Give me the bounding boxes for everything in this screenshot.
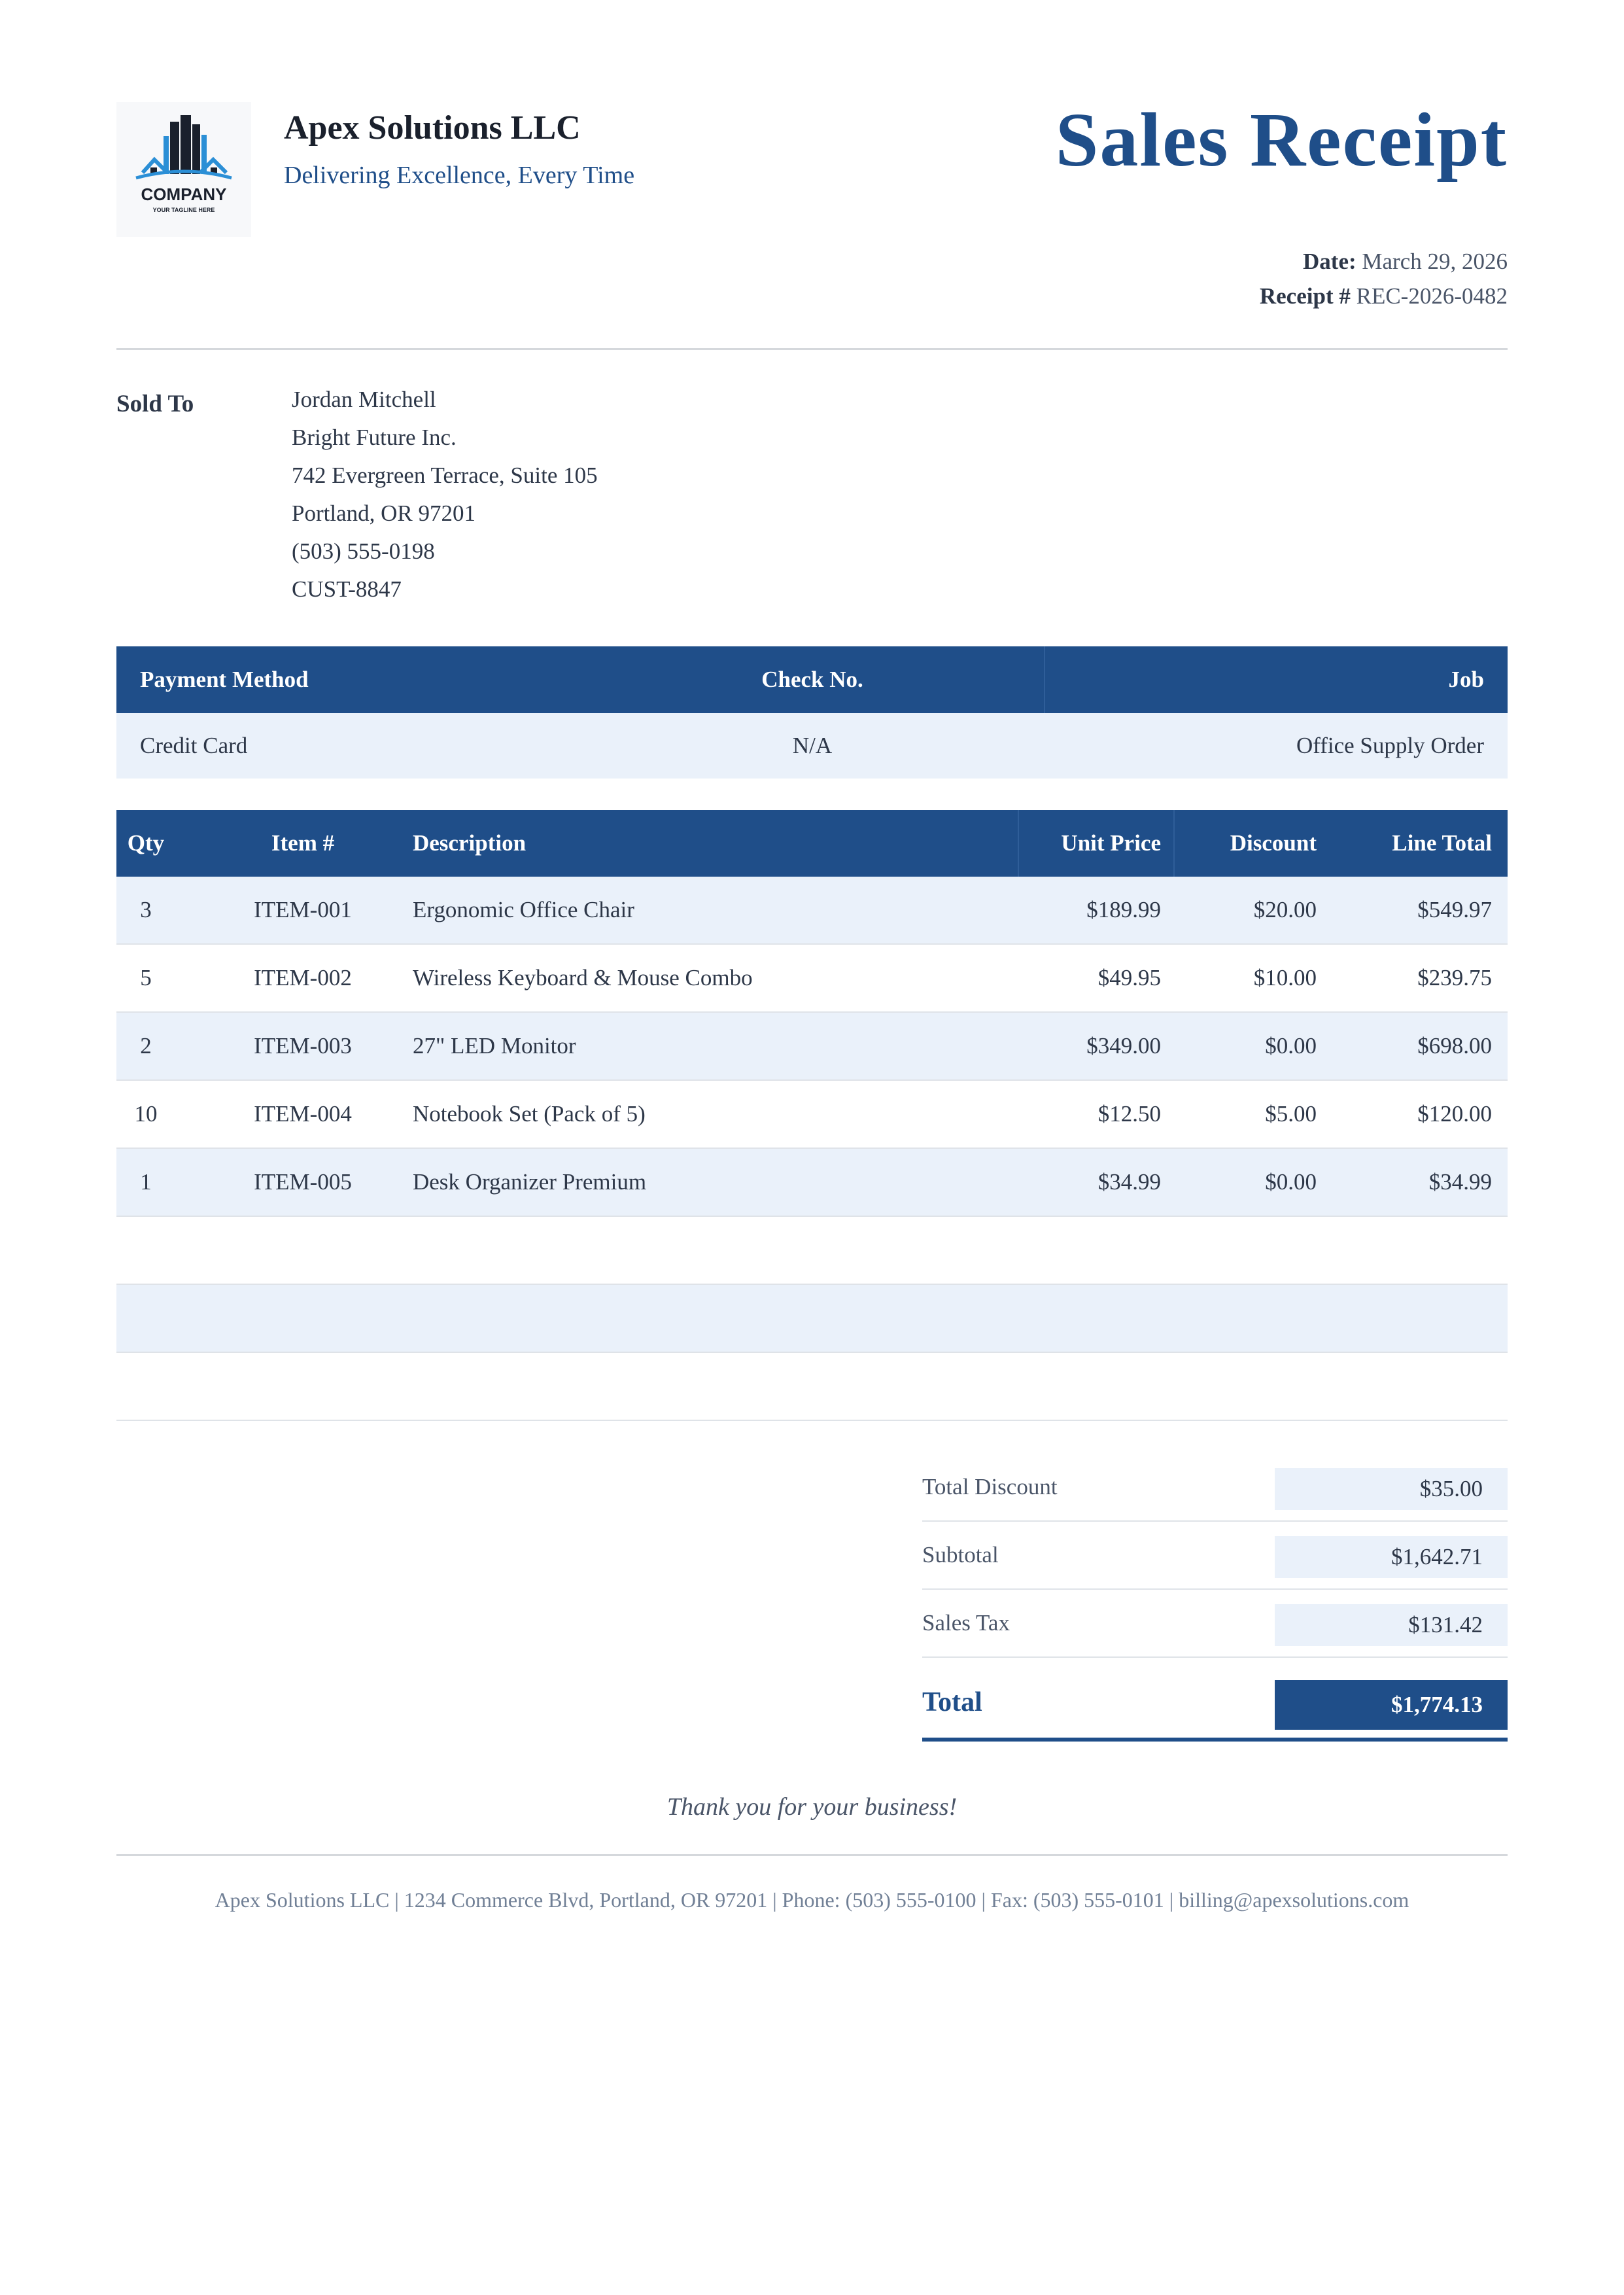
table-row (116, 877, 1508, 945)
subtotal-row (922, 1522, 1508, 1590)
table-row (116, 1013, 1508, 1081)
payment-method-value: Credit Card (140, 733, 248, 758)
description-cell: Desk Organizer Premium (413, 1169, 647, 1195)
customer-company: Bright Future Inc. (292, 425, 457, 450)
description-cell: Wireless Keyboard & Mouse Combo (413, 965, 753, 990)
receipt-number-value: REC-2026-0482 (1356, 283, 1508, 309)
check-no-value: N/A (792, 733, 833, 758)
empty-table-row (116, 1217, 1508, 1285)
item-number-header: Item # (271, 830, 335, 856)
line-total-cell: $239.75 (1417, 965, 1492, 990)
discount-cell: $5.00 (1265, 1101, 1317, 1127)
discount-cell: $20.00 (1253, 897, 1317, 922)
sales-tax-label: Sales Tax (922, 1610, 1010, 1636)
receipt-date (1303, 249, 1508, 275)
line-total-cell: $120.00 (1417, 1101, 1492, 1127)
qty-cell: 2 (140, 1033, 152, 1059)
unit-price-cell: $49.95 (1097, 965, 1161, 990)
description-cell: Notebook Set (Pack of 5) (413, 1101, 646, 1127)
date-value: March 29, 2026 (1362, 249, 1508, 274)
item-number-cell: ITEM-005 (254, 1169, 352, 1195)
company-logo (116, 102, 251, 237)
subtotal-value: $1,642.71 (1275, 1536, 1508, 1578)
table-row (116, 1149, 1508, 1217)
unit-price-cell: $349.00 (1086, 1033, 1161, 1059)
column-divider (1173, 810, 1175, 877)
unit-price-cell: $34.99 (1097, 1169, 1161, 1195)
customer-street: 742 Evergreen Terrace, Suite 105 (292, 463, 598, 488)
document-title: Sales Receipt (1055, 97, 1508, 183)
qty-cell: 10 (134, 1101, 158, 1127)
payment-table-header (116, 646, 1508, 713)
date-label: Date: (1303, 249, 1356, 274)
subtotal-label: Subtotal (922, 1542, 999, 1568)
svg-text:YOUR TAGLINE HERE: YOUR TAGLINE HERE (152, 207, 215, 213)
qty-cell: 1 (140, 1169, 152, 1195)
customer-name: Jordan Mitchell (292, 387, 436, 412)
description-header: Description (413, 830, 527, 856)
svg-text:COMPANY: COMPANY (141, 184, 227, 204)
discount-header: Discount (1230, 830, 1317, 856)
description-cell: Ergonomic Office Chair (413, 897, 634, 922)
sold-to-address (292, 381, 598, 608)
qty-header: Qty (127, 830, 165, 856)
line-total-cell: $34.99 (1428, 1169, 1492, 1195)
sold-to-label: Sold To (116, 391, 194, 417)
discount-cell: $0.00 (1265, 1169, 1317, 1195)
empty-table-row (116, 1285, 1508, 1353)
receipt-number (1260, 283, 1508, 309)
items-table-header (116, 810, 1508, 877)
check-no-header: Check No. (761, 667, 863, 692)
line-total-header: Line Total (1392, 830, 1492, 856)
unit-price-cell: $12.50 (1097, 1101, 1161, 1127)
footer-divider (116, 1854, 1508, 1856)
sales-tax-value: $131.42 (1275, 1604, 1508, 1646)
sales-tax-row (922, 1590, 1508, 1658)
company-name: Apex Solutions LLC (284, 109, 581, 147)
customer-phone: (503) 555-0198 (292, 538, 435, 564)
description-cell: 27" LED Monitor (413, 1033, 576, 1059)
column-divider (1018, 810, 1019, 877)
receipt-number-label: Receipt # (1259, 283, 1351, 309)
thank-you-note: Thank you for your business! (666, 1793, 958, 1821)
payment-table-row (116, 713, 1508, 779)
total-discount-value: $35.00 (1275, 1468, 1508, 1510)
empty-table-row (116, 1353, 1508, 1421)
job-header: Job (1448, 667, 1484, 692)
item-number-cell: ITEM-001 (254, 897, 352, 922)
table-row (116, 1081, 1508, 1149)
grand-total-row (922, 1670, 1508, 1742)
column-divider (1044, 646, 1045, 713)
item-number-cell: ITEM-004 (254, 1101, 352, 1127)
customer-city: Portland, OR 97201 (292, 500, 475, 526)
total-discount-label: Total Discount (922, 1474, 1058, 1499)
item-number-cell: ITEM-003 (254, 1033, 352, 1059)
job-value: Office Supply Order (1296, 733, 1484, 758)
discount-cell: $10.00 (1253, 965, 1317, 990)
company-tagline: Delivering Excellence, Every Time (284, 162, 635, 189)
company-building-logo-icon (116, 102, 251, 237)
qty-cell: 5 (140, 965, 152, 990)
qty-cell: 3 (140, 897, 152, 922)
item-number-cell: ITEM-002 (254, 965, 352, 990)
line-total-cell: $698.00 (1417, 1033, 1492, 1059)
payment-method-header: Payment Method (140, 667, 309, 692)
receipt-page (116, 0, 1508, 2295)
header-divider (116, 348, 1508, 350)
total-discount-row (922, 1454, 1508, 1522)
line-total-cell: $549.97 (1417, 897, 1492, 922)
total-label: Total (922, 1687, 982, 1717)
table-row (116, 945, 1508, 1013)
customer-id: CUST-8847 (292, 576, 402, 602)
unit-price-header: Unit Price (1061, 830, 1161, 856)
footer-contact: Apex Solutions LLC | 1234 Commerce Blvd, Portland, OR 97201 | Phone: (503) 555-0100 | Fax: (503) 555-0101 | billing@apexsolutions.com (215, 1888, 1409, 1912)
discount-cell: $0.00 (1265, 1033, 1317, 1059)
unit-price-cell: $189.99 (1086, 897, 1161, 922)
total-value: $1,774.13 (1275, 1680, 1508, 1730)
